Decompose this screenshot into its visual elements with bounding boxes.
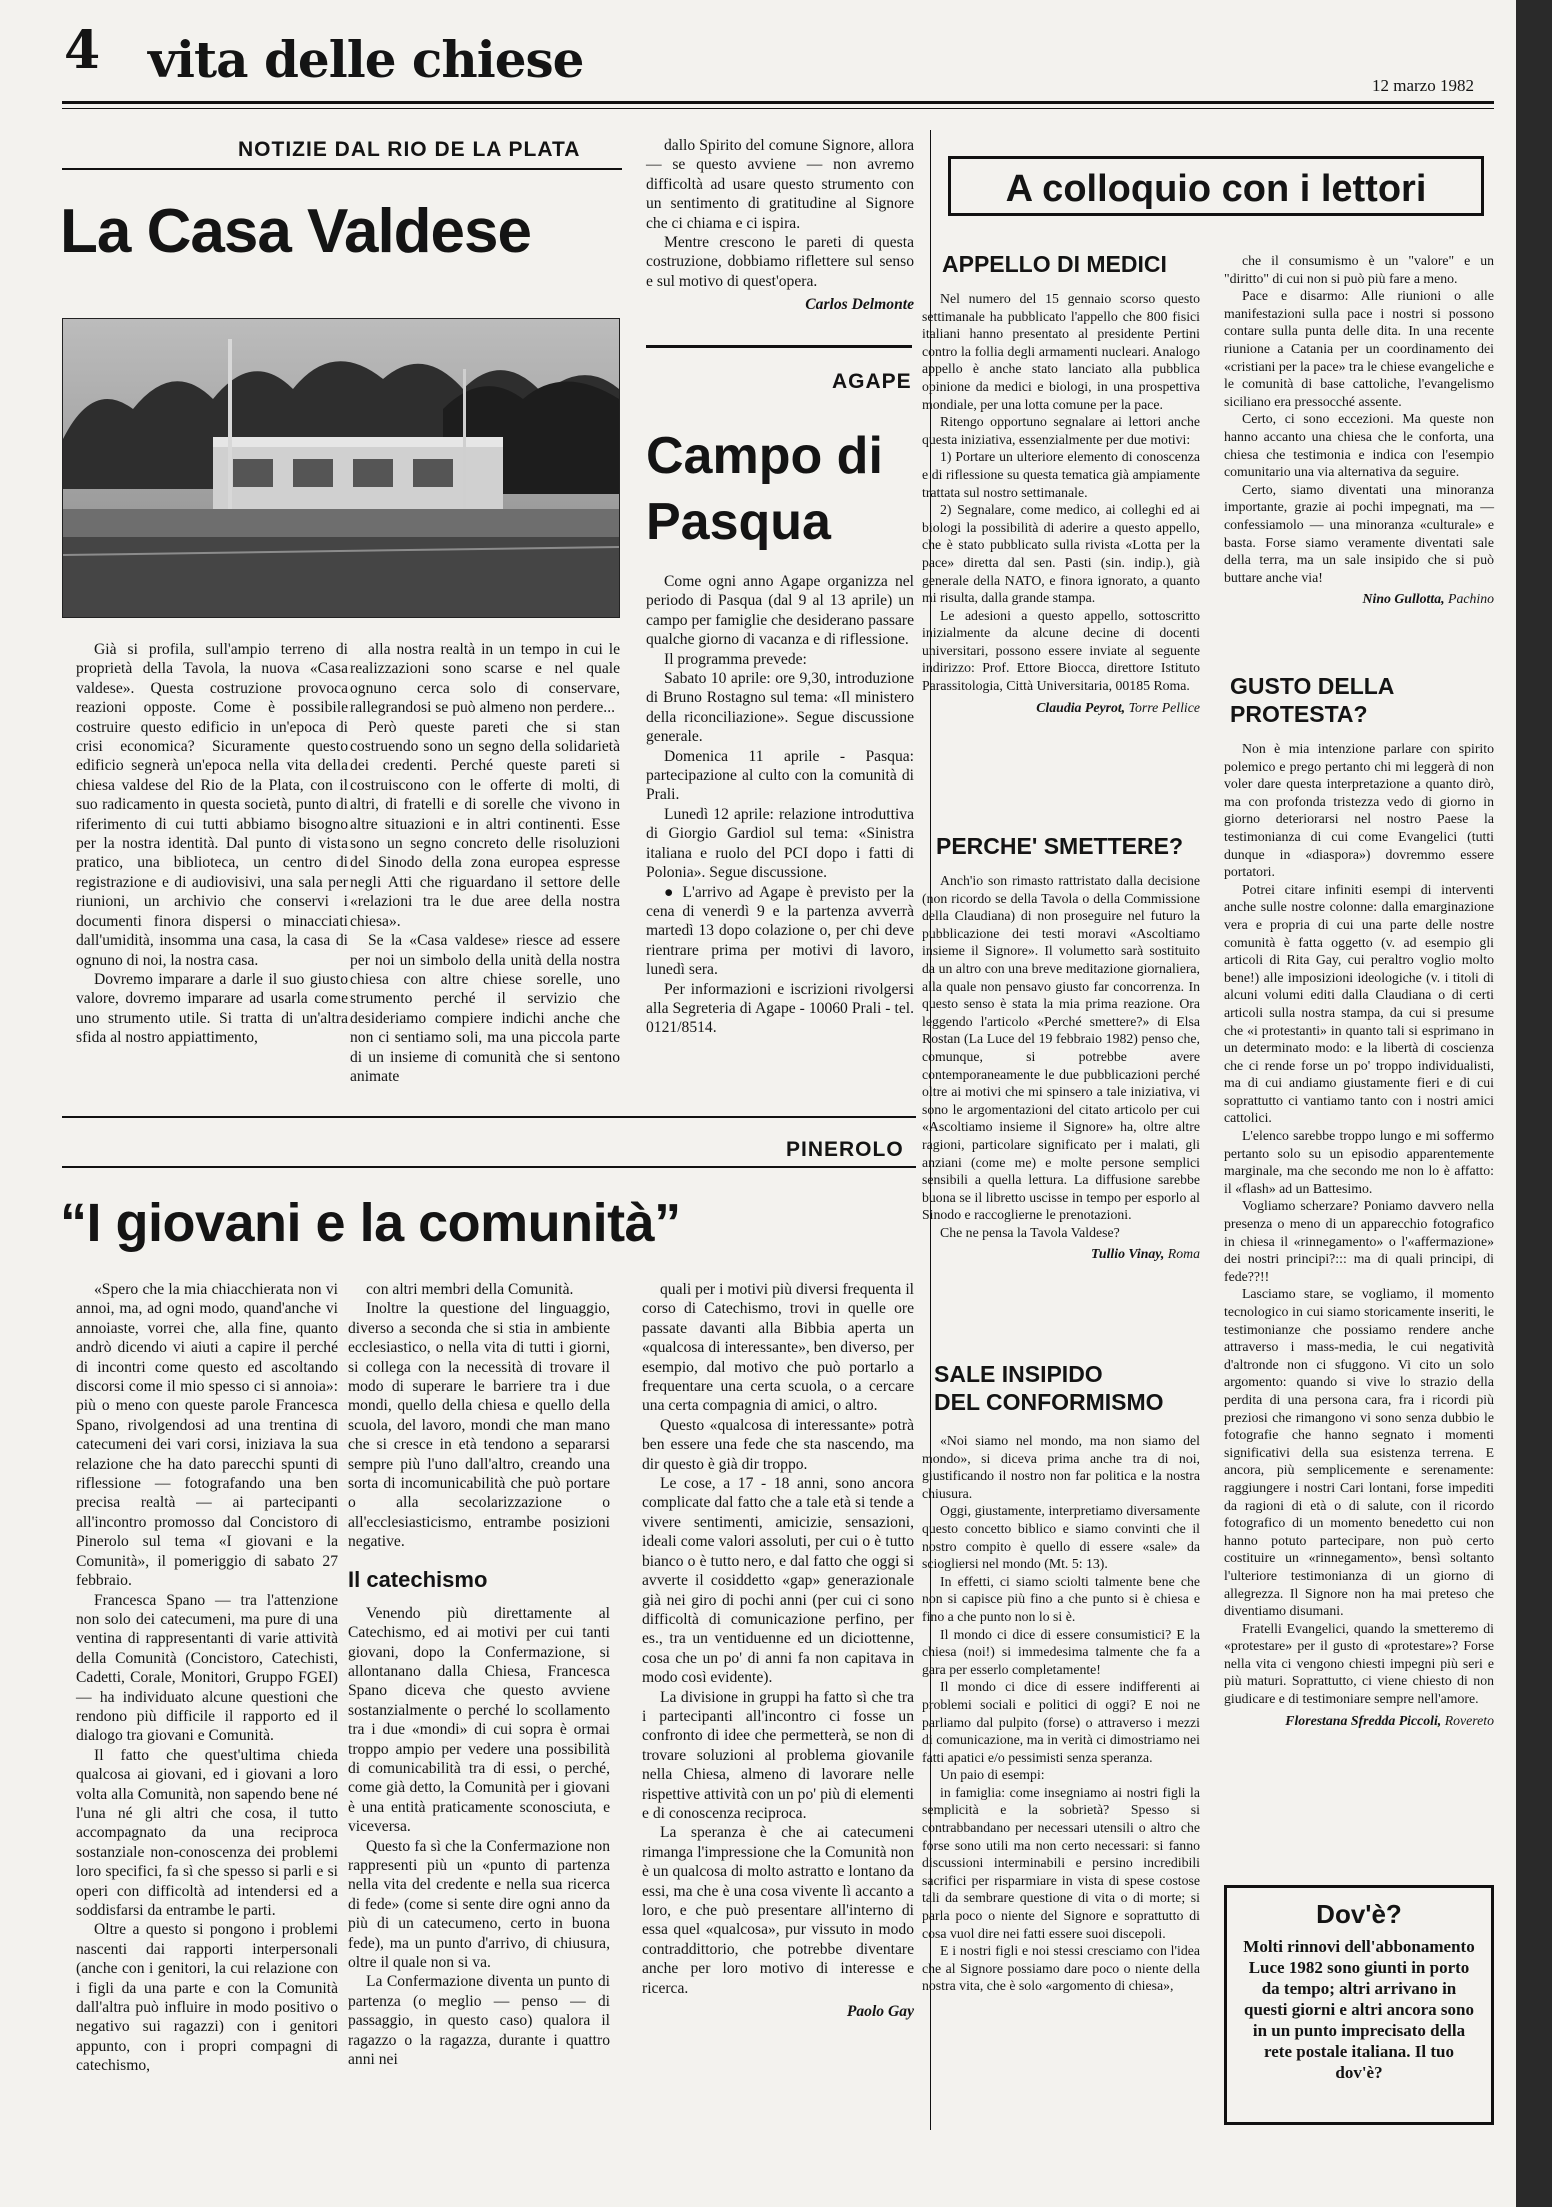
agape-title-line2: Pasqua (646, 493, 831, 551)
casa-col3 (646, 136, 914, 315)
paragraph: dallo Spirito del comune Signore, allora — se questo avviene — non avremo difficoltà ad usare questo strumento con un sentimento di gratitudine al Signore che ci chiama e ci ispira. (646, 137, 914, 232)
signature-place: Torre Pellice (1128, 699, 1200, 715)
paragraph: Già si profila, sull'ampio terreno di proprietà della Tavola, la nuova «Casa valdese». Questa costruzione provoca reazioni opposte. Come è possibile costruire questo edificio in un'epoca di crisi economica? Sicuramente questo edificio segnerà un'epoca nella vita della chiesa valdese del Rio de la Plata, con il suo radicamento in questa società, punto di riferimento di cui tutti abbiamo bisogno per la nostra identità. Dal punto di vista pratico, una biblioteca, un centro di registrazione e di audiovisivi, una sala per riunioni, un archivio che conservi i documenti finora dispersi o minacciati dall'umidità, insomma una casa, la casa di ognuno di noi, la nostra casa. (76, 641, 348, 969)
construction-site-image (63, 319, 619, 617)
paragraph: In effetti, ci siamo sciolti talmente bene che non si capisce più fino a che punto si è chiesa e fino a che punto non lo si è. (922, 1573, 1200, 1624)
header-rule (62, 101, 1494, 104)
issue-date: 12 marzo 1982 (1372, 76, 1474, 95)
paragraph: Dovremo imparare a darle il suo giusto valore, dovremo imparare ad usarla come uno strumento utile. Si tratta di un'altra sfida al nostro appiattimento, (76, 970, 348, 1047)
agape-body (646, 572, 914, 1038)
pinerolo-title: “I giovani e la comunità” (60, 1193, 681, 1253)
gusto-body (1224, 740, 1494, 1729)
paragraph: Sabato 10 aprile: ore 9,30, introduzione di Bruno Rostagno sul tema: «Il ministero della riconciliazione». Segue discussione generale. (646, 670, 914, 746)
paragraph: Il programma prevede: (664, 650, 807, 668)
right-top-signature (1224, 590, 1494, 608)
paragraph: Venendo più direttamente al Catechismo, ed ai motivi per cui tanti giovani, dopo la Confermazione, si allontanano dalla Chiesa, Francesca Spano diceva che questo avviene sostanzialmente o perché lo scollamento tra i due «mondi» di cui sopra è ormai troppo ampio per vedere una possibilità di comunicabilità tra di essi, o perché, come già detto, la Comunità per i giovani è una entità praticamente sconosciuta, e viceversa. (348, 1604, 610, 1836)
smettere-body (922, 872, 1200, 1263)
paragraph: L'elenco sarebbe troppo lungo e mi soffermo pertanto solo su un episodio apparentemente marginale, ma che secondo me non lo è affatto: il «flash» ad un Battesimo. (1224, 1128, 1494, 1196)
paragraph: ● L'arrivo ad Agape è previsto per la cena di venerdì 9 e la partenza avverrà martedì 13 dopo colazione o, per chi deve rientrare prima per motivi di lavoro, lunedì sera. (646, 883, 914, 979)
insipido-title-line1: SALE INSIPIDO (934, 1361, 1103, 1387)
paragraph: Inoltre la questione del linguaggio, diverso a seconda che si stia in ambiente ecclesiastico, o nella vita di tutti i giorni, si collega con la necessità di trovare il modo di superare le barriere tra i due mondi, quello della chiesa e quello della scuola, del lavoro, mondi che man mano che si cresce in età tendono a separarsi sempre più l'uno dall'altro, creando una sorta di incomunicabilità che può portare o alla secolarizzazione o all'ecclesiasticismo, entrambe posizioni negative. (348, 1300, 610, 1551)
smettere-signature (922, 1245, 1200, 1263)
catechismo-subhead: Il catechismo (348, 1566, 488, 1592)
right-top-body (1224, 252, 1494, 608)
agape-rule (646, 345, 912, 348)
casa-col2 (350, 640, 620, 1086)
paragraph: che il consumismo è un "valore" e un "diritto" di cui non si può più fare a meno. (1224, 253, 1494, 286)
smettere-title: PERCHE' SMETTERE? (936, 833, 1183, 859)
paragraph: 1) Portare un ulteriore elemento di conoscenza e di riflessione su questa tematica già ampiamente trattata sul nostro settimanale. (922, 449, 1200, 500)
signature-place: Pachino (1448, 591, 1494, 607)
paragraph: 2) Segnalare, come medico, ai colleghi ed ai biologi la possibilità di aderire a questo appello, che è stato pubblicato sulla rivista «Lotta per la pace» diretta dal sen. Pasti (sin. indip.), già generale della NATO, e finora ignorato, a quanto mi risulta, dalla grande stampa. (922, 502, 1200, 606)
paragraph: La divisione in gruppi ha fatto sì che tra i partecipanti all'incontro ci fosse un confronto di idee che permetterà, se non di trovare soluzioni al problema giovanile nella Chiesa, almeno di lavorare nelle rispettive attività con un po' più di elementi e di conoscenza reciproca. (642, 1688, 914, 1822)
casa-col1 (76, 640, 348, 1048)
paragraph: Nel numero del 15 gennaio scorso questo settimanale ha pubblicato l'appello che 800 fisici italiani hanno presentato al presidente Pertini contro la follia degli armamenti nucleari. Analogo appello è anche stato lanciato alla pubblica opinione da medici e biologi, in una prospettiva mondiale, per una lotta comune per la pace. (922, 291, 1200, 412)
paragraph: Ritengo opportuno segnalare ai lettori anche questa iniziativa, essenzialmente per due motivi: (922, 414, 1200, 447)
paragraph: Oggi, giustamente, interpretiamo diversamente questo concetto biblico e siamo convinti che il nostro compito è quello di essere «sale» da sciogliersi nel mondo (Mt. 5: 13). (922, 1503, 1200, 1572)
paragraph: Il mondo ci dice di essere indifferenti ai problemi sociali e politici di oggi? E noi ne parliamo dal pulpito (forse) o attraverso i mezzi di comunicazione, ma in verità ci dimostriamo nei fatti apatici e/o pessimisti senza speranza. (922, 1679, 1200, 1765)
pinerolo-col3 (642, 1280, 914, 2021)
pinerolo-kicker: PINEROLO (786, 1138, 904, 1161)
signature-place: Roma (1167, 1246, 1200, 1262)
paragraph: Francesca Spano — tra l'attenzione non solo dei catecumeni, ma pure di una ventina di rappresentanti di varie attività della Comunità (Concistoro, Catechisti, Cadetti, Corale, Monitori, Gruppo FGEI) — ha individuato alcune questioni che rendono più difficile il rapporto ed il dialogo tra giovani e Comunità. (76, 1591, 338, 1745)
paragraph: Certo, siamo diventati una minoranza importante, grazie ai pochi impegnati, ma — confessiamolo — una minoranza «culturale» e basta. Forse siamo veramente diventati sale della terra, ma un sale insipido che si può buttare anche via! (1224, 481, 1494, 585)
pinerolo-signature: Paolo Gay (846, 2003, 914, 2021)
paragraph: E i nostri figli e noi stessi cresciamo con l'idea che al Signore possiamo dare poco o niente della nostra vita, che è solo «argomento di chiesa», (922, 1943, 1200, 1994)
page-number: 4 (64, 20, 101, 81)
paragraph: Pace e disarmo: Alle riunioni o alle manifestazioni sulla pace i nostri si possono contare sulla punta delle dita. In una recente riunione a Catania per un coordinamento dei «cristiani per la pace» tra le chiese evangeliche e le comunità di base cattoliche, l'evangelismo siciliano era pressocché assente. (1224, 288, 1494, 409)
paragraph: Mentre crescono le pareti di questa costruzione, dobbiamo riflettere sul senso e sul motivo di quest'opera. (646, 234, 914, 290)
paragraph: Il mondo ci dice di essere consumistici? E la chiesa (noi!) si immedesima talmente che fa a gara per esserlo completamente! (922, 1626, 1200, 1677)
casa-title: La Casa Valdese (60, 197, 531, 266)
signature-place: Rovereto (1444, 1712, 1494, 1728)
gusto-title-line2: PROTESTA? (1230, 701, 1368, 727)
header-rule-thin (62, 108, 1494, 109)
paragraph: Lunedì 12 aprile: relazione introduttiva di Giorgio Gardiol sul tema: «Sinistra italiana e ruolo del PCI dopo i fatti di Polonia». Segue discussione. (646, 805, 914, 882)
paragraph: Le adesioni a questo appello, sottoscritto inizialmente da alcune decine di docenti universitari, possono essere inviate al seguente indirizzo: Prof. Ettore Biocca, direttore Istituto Parassitologia, Città Universitaria, 00185 Roma. (922, 607, 1200, 694)
paragraph: La speranza è che ai catecumeni rimanga l'impressione che la Comunità non è un qualcosa di molto astratto e lontano da essi, ma che è una cosa vivente lì accanto a loro, e che può presentare all'interno di essa quel «qualcosa», pur vissuto in modo contraddittorio, che potrebbe diventare anche per loro motivo di interesse e ricerca. (642, 1824, 914, 1997)
appello-title: APPELLO DI MEDICI (942, 251, 1167, 277)
paragraph: Però queste pareti che si stan costruendo sono un segno della solidarietà dei credenti. Perché queste pareti si costruiscono con le offerte di molti, di altri, di fratelli e di sorelle che vivono in altre situazioni e in altri continenti. Esse sono un segno concreto delle risoluzioni del Sinodo della zona europea espresse negli Atti che riguardano il settore delle «relazioni tra le due aree della nostra chiesa». (350, 718, 620, 930)
notice-title: Dov'è? (1316, 1899, 1402, 1929)
paragraph: «Noi siamo nel mondo, ma non siamo del mondo», si diceva prima anche tra di noi, giustificando il nostro non far politica e la nostra chiusura. (922, 1433, 1200, 1501)
paragraph: Questo fa sì che la Confermazione non rappresenti più un «punto di partenza nella vita del credente e nella sua ricerca di fede» (come si sente dire ogni anno da più di un catecumeno, certo in buona fede), ma un punto d'arrivo, di chiusura, oltre il quale non si va. (348, 1837, 610, 1971)
agape-kicker: AGAPE (832, 370, 912, 393)
appello-body (922, 290, 1200, 716)
pinerolo-col1 (76, 1280, 338, 2076)
paragraph: alla nostra realtà in un tempo in cui le realizzazioni sono scarse e nel quale ognuno cerca solo di conservare, rallegrandosi se può almeno non perdere... (350, 641, 620, 717)
paragraph: Lasciamo stare, se vogliamo, il momento tecnologico in cui siamo storicamente inseriti, le testimonianze che possiamo rendere anche attraverso i mass-media, le cui negatività d'altronde non ci sfuggono. Vi cito un solo argomento: quando si vive lo strazio della perdita di una persona cara, fra i ricordi più preziosi che rimangono vi sono senza dubbio le fotografie che hanno segnato i momenti significativi della sua esistenza terrena. E ancora, più semplicemente e serenamente: raggiungere i nostri Cari lontani, forse impediti da ragioni di età o di salute, con il ricordo fotografico di un momento benedetto cui non hanno potuto partecipare, non può certo costituire un «rinnegamento», bensì soltanto l'ulteriore testimonianza di un giorno di allegrezza. Il Signore non ha mai preteso che diventiamo disumani. (1224, 1286, 1494, 1619)
pinerolo-rule-top (62, 1116, 916, 1118)
scan-edge (1516, 0, 1552, 2207)
paragraph: «Spero che la mia chiacchierata non vi annoi, ma, ad ogni modo, quand'anche vi annoiaste, vorrei che, alla fine, quanto andrò dicendo vi aiuti a capire il perché di incontri come questo ed ascoltando discorsi come il mio spesso ci si annoia»: più o meno con queste parole Francesca Spano, rivolgendosi ad una trentina di catecumeni dei vari corsi, iniziava la sua relazione che ha dato parecchi spunti di riflessione — fotografando una ben precisa realtà — ai partecipanti all'incontro promosso dal Concistoro di Pinerolo sul tema «I giovani e la Comunità», il pomeriggio di sabato 27 febbraio. (76, 1281, 338, 1590)
paragraph: Come ogni anno Agape organizza nel periodo di Pasqua (dal 9 al 13 aprile) un campo per famiglie che desiderano passare qualche giorno di vacanza e di riflessione. (646, 573, 915, 649)
paragraph: Non è mia intenzione parlare con spirito polemico e prego pertanto chi mi leggerà di non voler dare questa interpretazione a quanto dirò, ma con profonda tristezza vedo di giorno in giorno deteriorarsi nel nostro Paese la testimonianza di cui come Evangelici (tutti dunque in «diaspora») dovremmo essere portatori. (1224, 741, 1494, 880)
casa-signature: Carlos Delmonte (805, 296, 914, 314)
dove-notice-box (1224, 1885, 1494, 2125)
signature-name: Florestana Sfredda Piccoli, (1285, 1712, 1442, 1728)
paragraph: Per informazioni e iscrizioni rivolgersi alla Segreteria di Agape - 10060 Prali - tel. 0121/8514. (646, 980, 914, 1037)
paragraph: Un paio di esempi: (940, 1767, 1045, 1783)
gusto-signature (1224, 1712, 1494, 1730)
paragraph: Oltre a questo si pongono i problemi nascenti dai rapporti interpersonali (anche con i genitori, la cui relazione con i figli da una parte e con la Comunità dall'altra può influire in modo positivo o negativo sui ragazzi) con i genitori appunto, con i propri compagni di catechismo, (76, 1921, 338, 2075)
signature-name: Nino Gullotta, (1362, 591, 1445, 607)
paragraph: Questo «qualcosa di interessante» potrà ben essere una fede che sta nascendo, ma dir questo è già dir troppo. (642, 1416, 914, 1473)
paragraph: quali per i motivi più diversi frequenta il corso di Catechismo, trovi in quelle ore passate davanti alla Bibbia aperta un «qualcosa di interessante», ben diverso, per esempio, dal motivo che può portarlo a frequentare una certa scuola, o a cercare una certa compagnia di amici, o altro. (642, 1281, 914, 1415)
paragraph: Vogliamo scherzare? Poniamo davvero nella presenza o meno di un apparecchio fotografico in chiesa il «rinnegamento» o l'«affermazione» dei nostri principi?::: ma di quali principi, di fede??!! (1224, 1198, 1494, 1284)
pinerolo-col2 (348, 1280, 610, 2069)
casa-kicker: NOTIZIE DAL RIO DE LA PLATA (238, 138, 581, 161)
paragraph: La Confermazione diventa un punto di partenza (o meglio — penso — di passaggio, in questo caso) qualora il ragazzo o la ragazza, durante i quattro anni nei (348, 1973, 610, 2069)
paragraph: Certo, ci sono eccezioni. Ma queste non hanno accanto una chiesa che le conforta, una chiesa che testimonia e indica con l'esempio comunitario una via alternativa da seguire. (1224, 411, 1494, 480)
paragraph: Le cose, a 17 - 18 anni, sono ancora complicate dal fatto che a tale età si tende a vivere sentimenti, amicizie, sensazioni, ideali come valori assoluti, per cui o è tutto bianco o è tutto nero, e dal fatto che oggi si avverte il cosiddetto «gap» generazionale già nei giro di pochi anni (per cui ci sono difficoltà di comunicazione perfino, per es., tra un ventiduenne ed un diciottenne, cosa che un po' di anni fa non capitava in modo così evidente). (642, 1475, 914, 1687)
pinerolo-rule (62, 1166, 916, 1168)
paragraph: Anch'io son rimasto rattristato dalla decisione (non ricordo se della Tavola o della Commissione della Claudiana) di non proseguire nel futuro la pubblicazione dei testi moravi «Ascoltiamo insieme il Signore». Il volumetto sarà sostituito da un altro con una breve meditazione giornaliera, alla quale non pensavo giusto far concorrenza. In questo senso è stata la mia prima reazione. Ora leggendo l'articolo «Perché smettere?» di Elsa Rostan (La Luce del 19 febbraio 1982) penso che, comunque, si potrebbe avere contemporaneamente le due pubblicazioni perché oltre ai motivi che mi spinsero a tale iniziativa, vi sono le argomentazioni del citato articolo per cui «Ascoltiamo insieme il Signore» ha, oltre altre ragioni, particolare significato per i malati, gli anziani (come me) e molte persone semplici sensibili a quella lettura. La diffusione sarebbe buona se il libretto uscisse in tempo per esporlo al Sinodo e raccoglierne le prenotazioni. (922, 873, 1200, 1223)
agape-title-line1: Campo di (646, 427, 883, 485)
paragraph: in famiglia: come insegniamo ai nostri figli la semplicità e la sobrietà? Spesso si contrabbandano per necessari utensili o altro che forse sono utili ma non certo necessari: si fanno discussioni interminabili e persino incredibili sacrifici per risparmiare in vista di spese costose tali da sembrare questione di vita o di morte; si parla poco o niente del Signore e soprattutto di cosa vuol dire nei fatti essere suoi discepoli. (922, 1784, 1200, 1941)
insipido-body (922, 1432, 1200, 1995)
paragraph: Se la «Casa valdese» riesce ad essere per noi un simbolo della unità della nostra chiesa con altre chiese sorelle, uno strumento perché il servizio che desideriamo compiere indichi anche che non ci sentiamo soli, ma una piccola parte di un insieme di comunità che si sentono animate (350, 932, 620, 1085)
paragraph: Fratelli Evangelici, quando la smetteremo di «protestare» per il gusto di «protestare»? Forse nella vita ci vengono chiesti impegni più seri e più maturi. Soprattutto, ci viene chiesto di non giudicare e di testimoniare sempre nell'amore. (1224, 1620, 1494, 1707)
section-title: vita delle chiese (148, 30, 584, 89)
notice-text: Molti rinnovi dell'abbonamento Luce 1982 sono giunti in porto da tempo; altri arrivano in questi giorni e altri ancora sono in un punto imprecisato della rete postale italiana. Il tuo dov'è? (1243, 1937, 1475, 2082)
paragraph: Che ne pensa la Tavola Valdese? (940, 1224, 1120, 1240)
paragraph: Il fatto che quest'ultima chieda qualcosa ai giovani, ed i giovani a loro volta alla Comunità, non sapendo bene né l'una né gli altri che cosa, il tutto accompagnato da una reciproca sostanziale non-conoscenza dei problemi loro specifici, fa sì che spesso si parli e si operi con difficoltà ad intendersi ed a soddisfarsi da entrambe le parti. (76, 1746, 338, 1919)
gusto-title-line1: GUSTO DELLA (1230, 673, 1395, 699)
paragraph: Domenica 11 aprile - Pasqua: partecipazione al culto con la comunità di Prali. (646, 747, 914, 804)
casa-photo (62, 318, 620, 618)
lettori-banner: A colloquio con i lettori (948, 156, 1484, 216)
appello-signature (922, 699, 1200, 717)
signature-name: Tullio Vinay, (1091, 1246, 1165, 1262)
paragraph: Potrei citare infiniti esempi di interventi anche sulle nostre colonne: dalla emarginazione vera e propria di cui una parte delle nostre comunità è fatta oggetto (v. ad esempio gli articoli di Rita Gay, cui peraltro voglio molto bene!) alle imposizioni ideologiche (v. i titoli di alcuni volumi editi dalla Claudiana o di certi articoli sulla nostra stampa, da cui si presume che «i protestanti» in quanto tali si esprimano in un determinato modo: e la libertà di coscienza che ci rende forse un po' troppo individualisti, ma di cui andiamo giustamente fieri e di cui soprattutto ci vantiamo tanto con i nostri amici cattolici. (1224, 881, 1494, 1126)
insipido-title-line2: DEL CONFORMISMO (934, 1389, 1164, 1415)
casa-kicker-rule (62, 168, 622, 170)
paragraph: con altri membri della Comunità. (366, 1281, 574, 1298)
signature-name: Claudia Peyrot, (1036, 699, 1126, 715)
